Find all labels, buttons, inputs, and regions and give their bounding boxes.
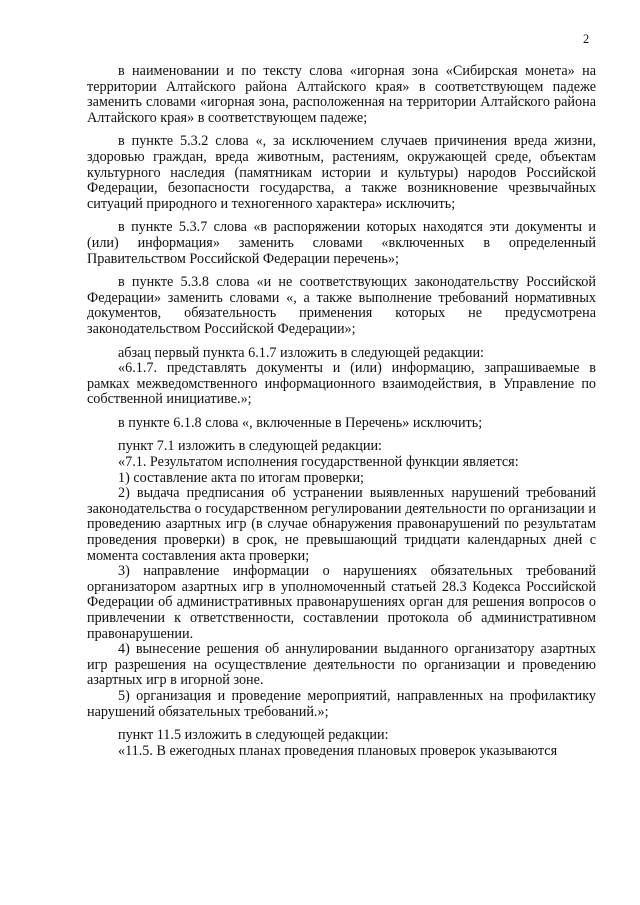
paragraph-5-3-8: в пункте 5.3.8 слова «и не соответствующих законодательству Российской Федерации» заменить словами «, а также выполнение требований нормативных документов, обязательность применения которых не предусмотрена законодательством Российской Федерации»; <box>87 274 596 337</box>
paragraph-7-1-intro: пункт 7.1 изложить в следующей редакции: <box>118 438 382 455</box>
paragraph-6-1-7-text: «6.1.7. представлять документы и (или) информацию, запрашиваемые в рамках межведомственного информационного взаимодействия, в Управление по собственной инициативе.»; <box>87 360 596 408</box>
list-item-2: 2) выдача предписания об устранении выявленных нарушений требований законодательства о государственном регулировании деятельности по организации и проведению азартных игр (в случае обнаружения правонарушений по результатам проведения проверки) в срок, не превышающий тридцати календарных дней с момента составления акта проверки; <box>87 485 596 564</box>
paragraph-6-1-7-intro: абзац первый пункта 6.1.7 изложить в следующей редакции: <box>118 344 484 361</box>
paragraph-11-5-text: «11.5. В ежегодных планах проведения плановых проверок указываются <box>118 742 558 759</box>
paragraph-11-5-intro: пункт 11.5 изложить в следующей редакции: <box>118 727 389 744</box>
list-item-3: 3) направление информации о нарушениях обязательных требований организатором азартных игр в уполномоченный статьей 28.3 Кодекса Российской Федерации об административных правонарушениях орган для решения вопросов о привлечении к ответственности, составлении протокола об административном правонарушении. <box>87 563 596 642</box>
paragraph-7-1-text: «7.1. Результатом исполнения государственной функции является: <box>118 454 519 471</box>
list-item-5: 5) организация и проведение мероприятий, направленных на профилактику нарушений обязательных требований.»; <box>87 687 596 720</box>
list-item-1: 1) составление акта по итогам проверки; <box>118 469 365 486</box>
paragraph-5-3-7: в пункте 5.3.7 слова «в распоряжении которых находятся эти документы и (или) информация» заменить словами «включенных в определенный Правительством Российской Федерации перечень»; <box>87 219 596 267</box>
list-item-4: 4) вынесение решения об аннулировании выданного организатору азартных игр разрешения на осуществление деятельности по организации и проведению азартных игр в игорной зоне. <box>87 641 596 689</box>
paragraph-naming-change: в наименовании и по тексту слова «игорная зона «Сибирская монета» на территории Алтайского района Алтайского края» в соответствующем падеже заменить словами «игорная зона, расположенная на территории Алтайского района Алтайского края» в соответствующем падеже; <box>87 63 596 126</box>
page-number: 2 <box>583 32 590 46</box>
paragraph-6-1-8: в пункте 6.1.8 слова «, включенные в Перечень» исключить; <box>118 414 483 431</box>
document-body <box>87 64 596 759</box>
paragraph-5-3-2: в пункте 5.3.2 слова «, за исключением случаев причинения вреда жизни, здоровью граждан, вреда животным, растениям, окружающей среде, объектам культурного наследия (памятникам истории и культуры) народов Российской Федерации, безопасности государства, а также возникновение чрезвычайных ситуаций природного и техногенного характера» исключить; <box>87 133 596 212</box>
